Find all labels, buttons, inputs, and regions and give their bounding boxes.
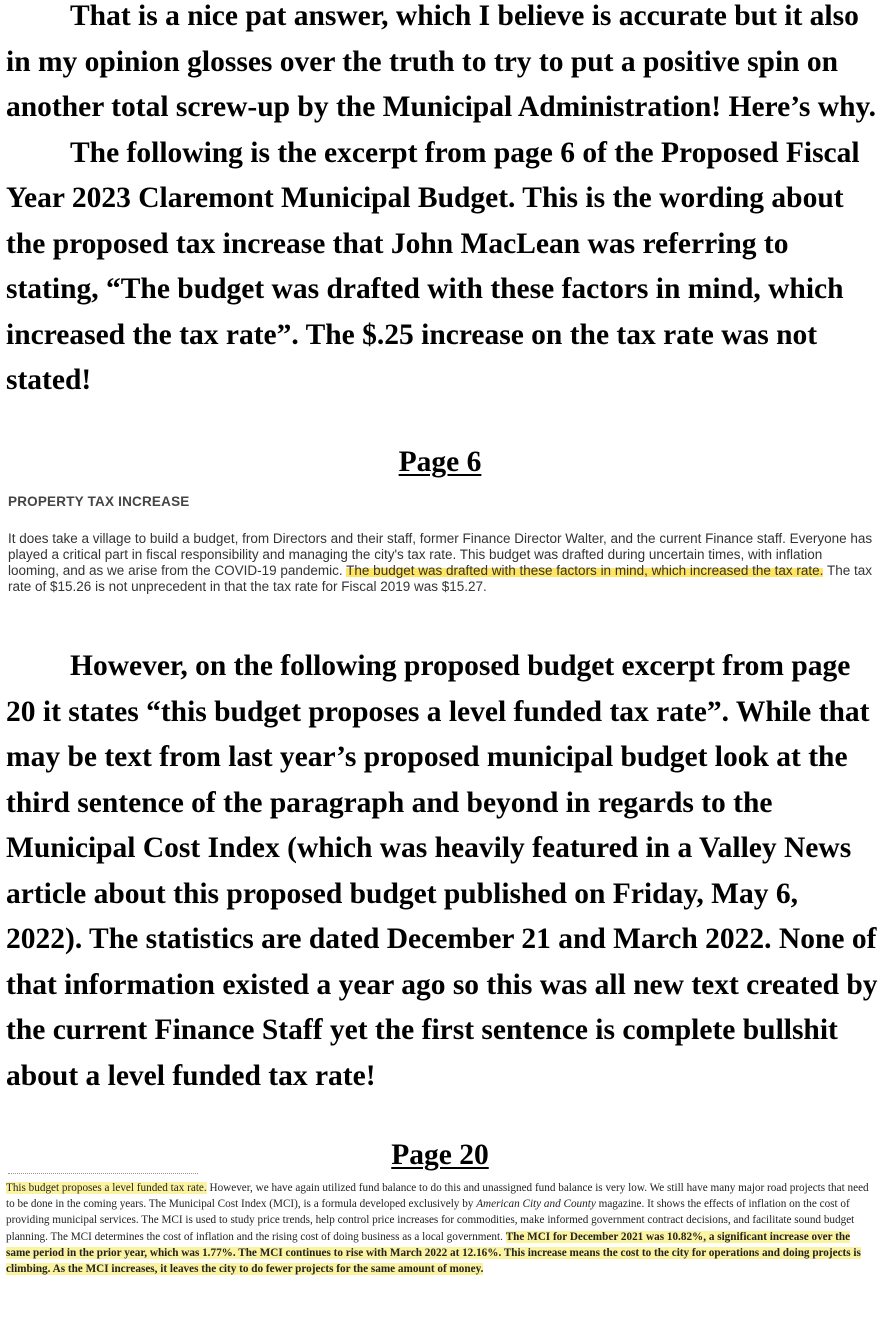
page-20-excerpt	[6, 1180, 874, 1277]
page-20-heading: Page 20	[391, 1139, 489, 1171]
paragraph-page20-intro: However, on the following proposed budget excerpt from page 20 it states “this budget proposes a level funded tax rate”. While that may be text from last year’s proposed municipal budget look at the third sentence of the paragraph and beyond in regards to the Municipal Cost Index (which was heavily featured in a Valley News article about this proposed budget published on Friday, May 6, 2022). The statistics are dated December 21 and March 2022. None of that information existed a year ago so this was all new text created by the current Finance Staff yet the first sentence is complete bullshit about a level funded tax rate!	[6, 650, 878, 1092]
page-6-excerpt	[8, 494, 874, 595]
excerpt2-middle-2: magazine. It shows the effects of inflation on the cost of providing municipal services. The MCI is used to study price trends, help control price increases for commodities, make informed government contract decisions, and facilitate sound budget planning. The MCI determines the cost of inflation and the rising cost of doing business as a local government.	[6, 1198, 855, 1243]
excerpt2-highlight-start: This budget proposes a level funded tax rate.	[6, 1182, 207, 1194]
page20-intro	[6, 644, 878, 1099]
excerpt-body-end: The tax rate of $15.26 is not unprecedent in that the tax rate for Fiscal 2019 was $15.27.	[8, 563, 872, 594]
excerpt-heading: PROPERTY TAX INCREASE	[8, 494, 190, 509]
paragraph-page6-intro: The following is the excerpt from page 6 of the Proposed Fiscal Year 2023 Claremont Municipal Budget. This is the wording about the proposed tax increase that John MacLean was referring to stating, “The budget was drafted with these factors in mind, which increased the tax rate”. The $.25 increase on the tax rate was not stated!	[6, 136, 860, 396]
excerpt-body	[8, 531, 874, 595]
page-6-heading: Page 6	[398, 446, 482, 478]
excerpt-body-start: It does take a village to build a budget, from Directors and their staff, former Finance Director Walter, and the current Finance staff. Everyone has played a critical part in fiscal responsibility and managing the city's tax rate. This budget was drafted during uncertain times, with inflation looming, and as we arise from the COVID-19 pandemic.	[8, 531, 873, 578]
opening-paragraphs	[6, 0, 878, 404]
excerpt2-magazine: American City and County	[476, 1198, 596, 1211]
excerpt-highlighted-sentence: The budget was drafted with these factors in mind, which increased the tax rate.	[346, 563, 824, 578]
excerpt2-middle-1: However, we have again utilized fund balance to do this and unassigned fund balance is very low. We still have many major road projects that need to be done in the coming years. The Municipal Cost Index (MCI), is a formula developed exclusively by	[6, 1182, 869, 1211]
paragraph-pat-answer: That is a nice pat answer, which I believe is accurate but it also in my opinion glosses over the truth to try to put a positive spin on another total screw-up by the Municipal Administration! Here’s why.	[6, 0, 876, 123]
excerpt-divider	[8, 1173, 198, 1175]
excerpt2-highlight-end: The MCI for December 2021 was 10.82%, a significant increase over the same period in the prior year, which was 1.77%. The MCI continues to rise with March 2022 at 12.16%. This increase means the cost to the city for operations and doing projects is climbing. As the MCI increases, it leaves the city to do fewer projects for the same amount of money.	[6, 1230, 861, 1276]
